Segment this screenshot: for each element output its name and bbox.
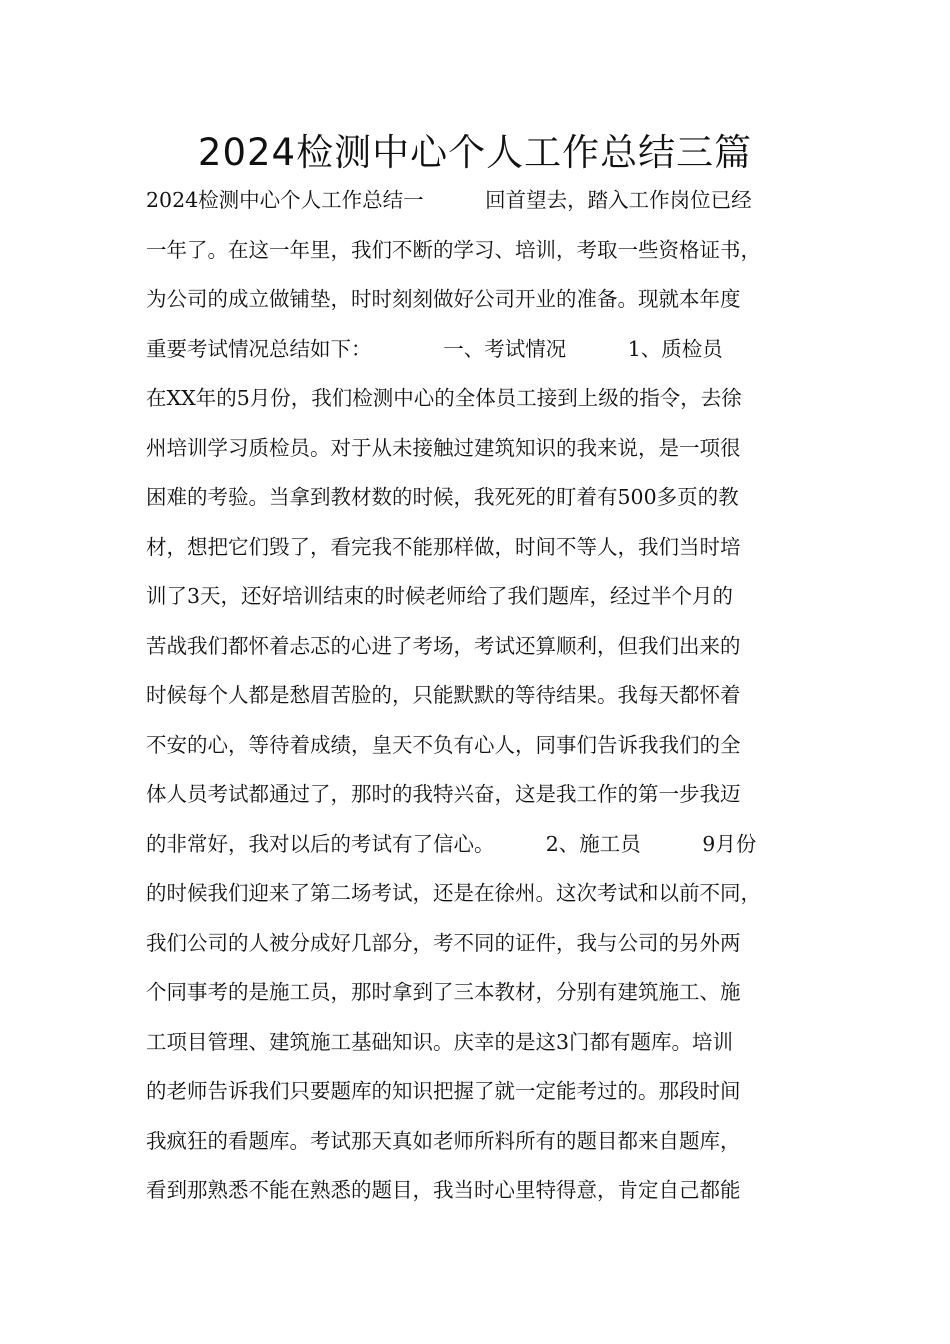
body-line: 2024检测中心个人工作总结一 回首望去，踏入工作岗位已经 <box>146 188 752 212</box>
body-line: 看到那熟悉不能在熟悉的题目，我当时心里特得意，肯定自己都能 <box>146 1178 741 1202</box>
body-line: 个同事考的是施工员，那时拿到了三本教材，分别有建筑施工、施 <box>146 980 741 1004</box>
body-line: 的老师告诉我们只要题库的知识把握了就一定能考过的。那段时间 <box>146 1079 741 1103</box>
body-line: 体人员考试都通过了，那时的我特兴奋，这是我工作的第一步我迈 <box>146 782 741 806</box>
document-body <box>146 182 816 1222</box>
body-line: 为公司的成立做铺垫，时时刻刻做好公司开业的准备。现就本年度 <box>146 287 741 311</box>
body-line: 材，想把它们毁了，看完我不能那样做，时间不等人，我们当时培 <box>146 534 741 559</box>
body-line: 的时候我们迎来了第二场考试，还是在徐州。这次考试和以前不同， <box>146 881 761 905</box>
body-line: 重要考试情况总结如下： 一、考试情况 1、质检员 <box>146 336 723 361</box>
body-line: 训了3天，还好培训结束的时候老师给了我们题库，经过半个月的 <box>146 584 734 608</box>
body-line: 我们公司的人被分成好几部分，考不同的证件，我与公司的另外两 <box>146 930 741 955</box>
body-line: 时候每个人都是愁眉苦脸的，只能默默的等待结果。我每天都怀着 <box>146 683 741 707</box>
body-line: 的非常好，我对以后的考试有了信心。 2、施工员 9月份 <box>146 831 757 856</box>
body-line: 州培训学习质检员。对于从未接触过建筑知识的我来说，是一项很 <box>146 435 741 460</box>
document-title: 2024检测中心个人工作总结三篇 <box>197 131 753 174</box>
body-line: 苦战我们都怀着忐忑的心进了考场，考试还算顺利，但我们出来的 <box>146 633 741 658</box>
body-line: 在XX年的5月份，我们检测中心的全体员工接到上级的指令，去徐 <box>146 386 742 410</box>
body-line: 困难的考验。当拿到教材数的时候，我死死的盯着有500多页的教 <box>146 485 739 509</box>
body-line: 一年了。在这一年里，我们不断的学习、培训，考取一些资格证书， <box>146 237 761 262</box>
body-line: 我疯狂的看题库。考试那天真如老师所料所有的题目都来自题库， <box>146 1128 741 1153</box>
body-line: 不安的心，等待着成绩，皇天不负有心人，同事们告诉我我们的全 <box>146 732 741 757</box>
body-line: 工项目管理、建筑施工基础知识。庆幸的是这3门都有题库。培训 <box>146 1029 734 1054</box>
